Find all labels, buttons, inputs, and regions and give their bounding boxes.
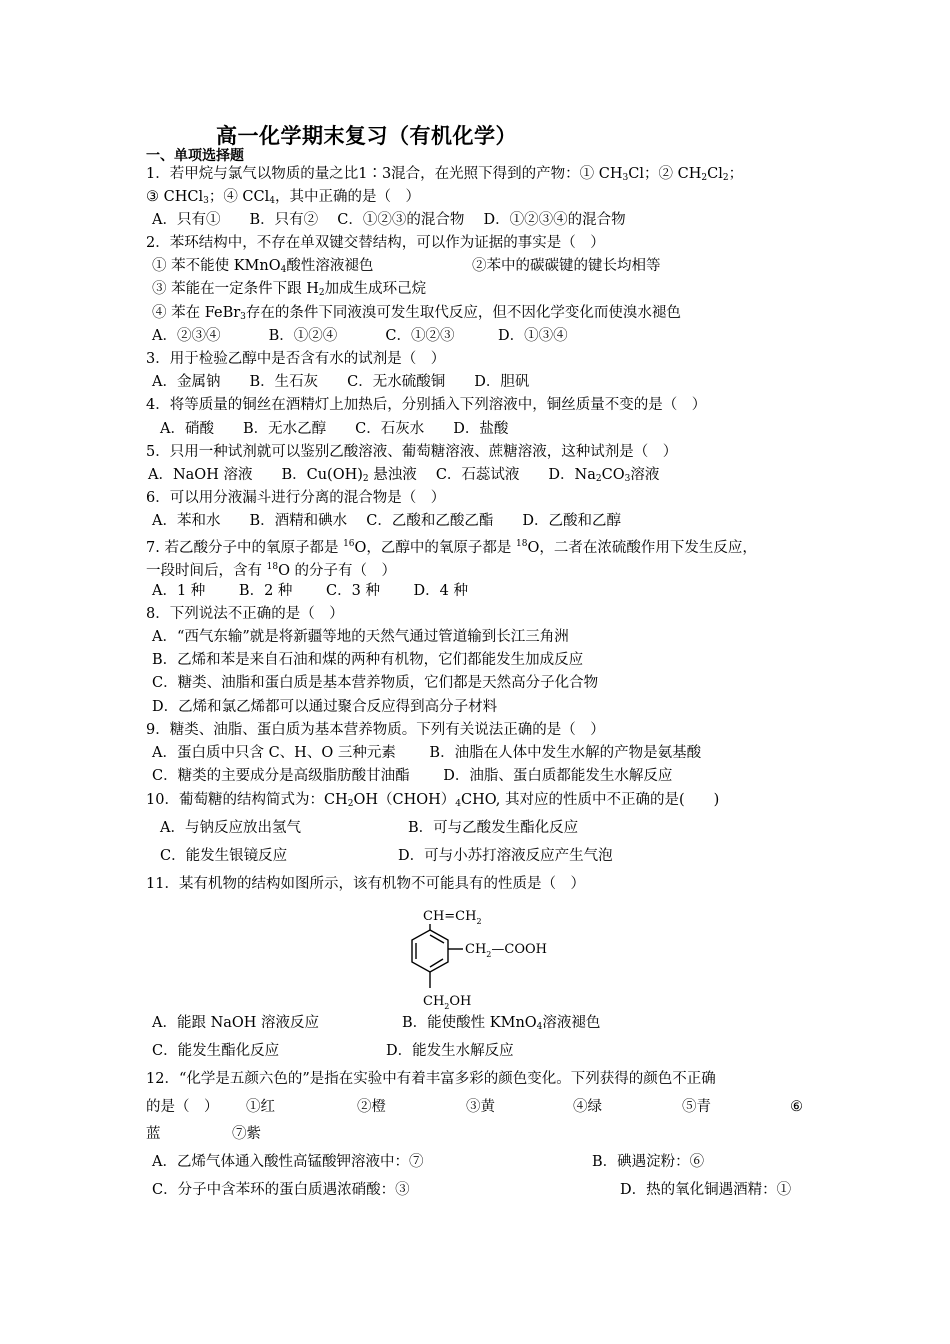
q12-color-2: ②橙 [357,1099,386,1115]
q1-stem: 1．若甲烷与氯气以物质的量之比1∶3混合，在光照下得到的产物：① $CH_3Cl$；② $CH_2Cl_2$； [146,166,744,183]
benzene-ring [412,930,448,972]
q11-option-c: C．能发生酯化反应 [152,1043,280,1059]
q12-option-b: B．碘遇淀粉：⑥ [592,1154,705,1170]
q9-stem: 9．糖类、油脂、蛋白质为基本营养物质。下列有关说法正确的是（ ） [146,722,605,738]
q7-stem-line2: 一段时间后，含有 $^{18}$O 的分子有（ ） [146,562,397,579]
q4-options: A．硝酸 B．无水乙醇 C．石灰水 D．盐酸 [160,421,509,437]
q8-stem: 8．下列说法不正确的是（ ） [146,606,344,622]
q11-stem: 11．某有机物的结构如图所示，该有机物不可能具有的性质是（ ） [146,876,585,892]
q8-option-a: A．“西气东输”就是将新疆等地的天然气通过管道输到长江三角洲 [152,629,569,645]
q6-options: A．苯和水 B．酒精和碘水 C．乙酸和乙酸乙酯 D．乙酸和乙醇 [152,513,621,529]
q12-color-3: ③黄 [466,1099,495,1115]
q11-structure-diagram [405,900,575,1015]
q9-options-cd: C．糖类的主要成分是高级脂肪酸甘油酯 D．油脂、蛋白质都能发生水解反应 [152,768,673,784]
q11-option-a: A．能跟 NaOH 溶液反应 [152,1015,320,1031]
q12-stem-line2-part: 的是（ ） [146,1099,219,1115]
q12-option-c: C．分子中含苯环的蛋白质遇浓硝酸：③ [152,1182,410,1198]
q7-options: A．1 种 B．2 种 C．3 种 D．4 种 [152,583,469,599]
page-title: 高一化学期末复习（有机化学） [216,124,517,148]
q12-color-5: ⑤青 [682,1099,711,1115]
q8-option-b: B．乙烯和苯是来自石油和煤的两种有机物，它们都能发生加成反应 [152,652,584,668]
q10-option-a: A．与钠反应放出氢气 [160,820,301,836]
q8-option-d: D．乙烯和氯乙烯都可以通过聚合反应得到高分子材料 [152,699,498,715]
q2-fact-4: ④ 苯在 FeBr$_3$存在的条件下同液溴可发生取代反应，但不因化学变化而使溴水褪色 [152,305,681,322]
q12-option-a: A．乙烯气体通入酸性高锰酸钾溶液中：⑦ [152,1154,424,1170]
structure-top-label: $CH=CH_2$ [423,909,482,926]
q7-stem: 7. 若乙酸分子中的氧原子都是 $^{16}$O，乙醇中的氧原子都是 $^{18}$O，二者在浓硫酸作用下发生反应， [146,539,757,556]
q5-stem: 5．只用一种试剂就可以鉴别乙酸溶液、葡萄糖溶液、蔗糖溶液，这种试剂是（ ） [146,444,678,460]
q11-option-d: D．能发生水解反应 [386,1043,514,1059]
section-heading: 一、单项选择题 [146,148,244,164]
q12-color-4: ④绿 [573,1099,602,1115]
q2-fact-2: ②苯中的碳碳键的键长均相等 [472,258,661,274]
q2-fact-3: ③ 苯能在一定条件下跟 $H_2$加成生成环己烷 [152,281,427,298]
q12-option-d: D．热的氧化铜遇酒精：① [620,1182,792,1198]
q10-option-d: D．可与小苏打溶液反应产生气泡 [398,848,613,864]
q12-color-1: ①红 [246,1099,275,1115]
q9-options-ab: A．蛋白质中只含 C、H、O 三种元素 B．油脂在人体中发生水解的产物是氨基酸 [152,745,702,761]
q3-stem: 3．用于检验乙醇中是否含有水的试剂是（ ） [146,351,446,367]
q12-color-7: ⑦紫 [232,1126,261,1142]
q2-fact-1: ① 苯不能使 KMnO$_4$酸性溶液褪色 [152,258,374,275]
q10-option-b: B．可与乙酸发生酯化反应 [408,820,579,836]
q10-option-c: C．能发生银镜反应 [160,848,288,864]
structure-right-label: $CH_2—COOH$ [465,942,547,959]
q1-options: A．只有① B．只有② C．①②③的混合物 D．①②③④的混合物 [152,212,626,228]
q12-color-6: ⑥ [790,1099,803,1115]
q6-stem: 6．可以用分液漏斗进行分离的混合物是（ ） [146,490,446,506]
q5-options: A．NaOH 溶液 B．$Cu(OH)_2$ 悬浊液 C．石蕊试液 D．$Na_2CO_3$溶液 [148,467,660,484]
q12-stem: 12．“化学是五颜六色的”是指在实验中有着丰富多彩的颜色变化。下列获得的颜色不正确 [146,1071,716,1087]
q8-option-c: C．糖类、油脂和蛋白质是基本营养物质，它们都是天然高分子化合物 [152,675,599,691]
q12-color-6-text: 蓝 [146,1126,161,1142]
q11-option-b: B．能使酸性 KMnO$_4$溶液褪色 [402,1015,601,1032]
q2-options: A．②③④ B．①②④ C．①②③ D．①③④ [152,328,568,344]
q3-options: A．金属钠 B．生石灰 C．无水硫酸铜 D．胆矾 [152,374,530,390]
q2-stem: 2．苯环结构中，不存在单双键交替结构，可以作为证据的事实是（ ） [146,235,605,251]
structure-bottom-label: $CH_2OH$ [423,994,472,1011]
q10-stem: 10．葡萄糖的结构简式为：$CH_2OH(CHOH)_4CHO$, 其对应的性质中不正确的是( ) [146,792,720,809]
q4-stem: 4．将等质量的铜丝在酒精灯上加热后，分别插入下列溶液中，铜丝质量不变的是（ ） [146,397,707,413]
q1-stem-line2: ③ CHCl$_3$；④ CCl$_4$，其中正确的是（ ） [146,189,420,206]
